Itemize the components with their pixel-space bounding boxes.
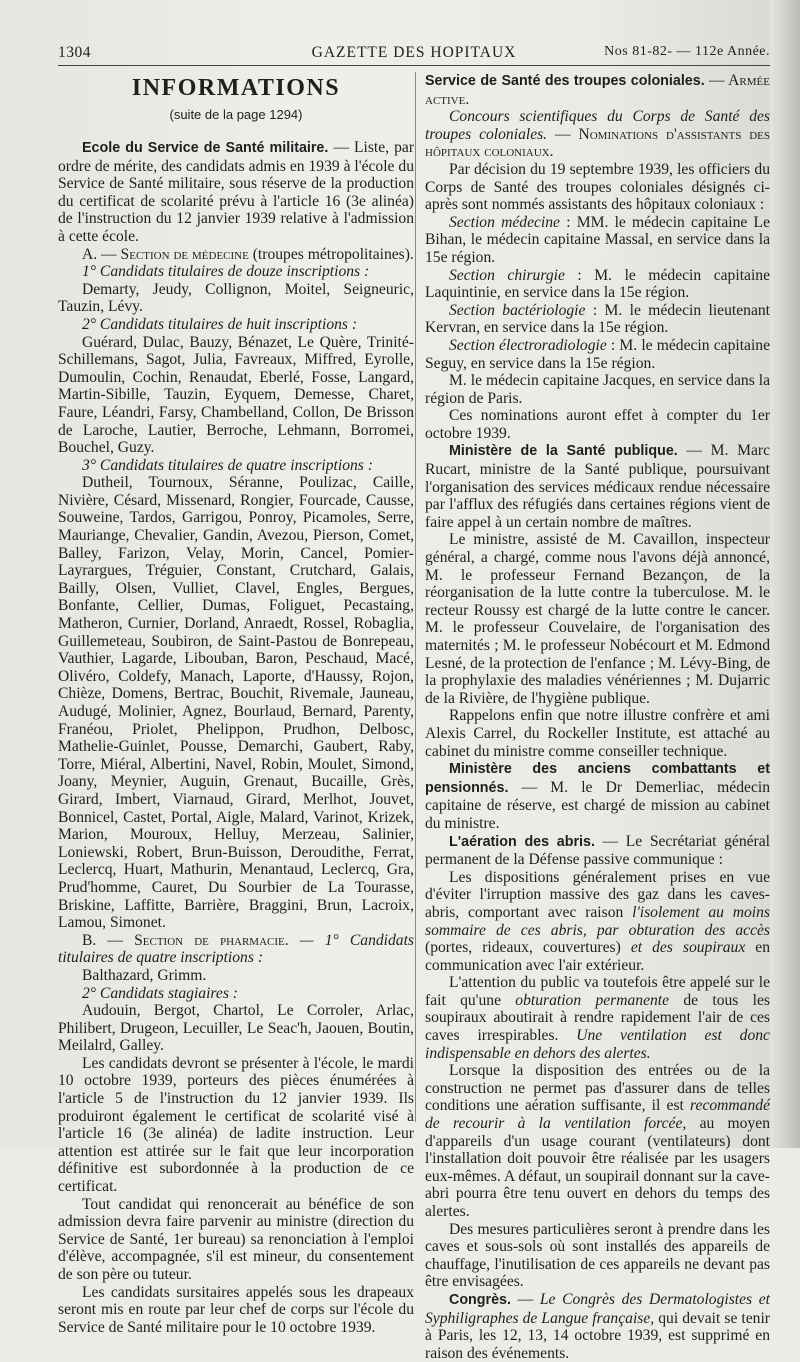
right-column xyxy=(425,72,770,1362)
names-a3: Dutheil, Tournoux, Séranne, Poulizac, Caille, Nivière, Césard, Missenard, Rongier, Fourcade, Causse, Souweine, Tardos, Garrigou, Ponroy, Picamoles, Serre, Mauriange, Chevalier, Gandin, Avezou, Pierson, Comet, Balley, Farizon, Velay, Morin, Cancel, Pomier-Layrargues, Tréguier, Constant, Crutchard, Galais, Bailly, Olsen, Vulliet, Clavel, Engles, Bergues, Bonfante, Cellier, Dumas, Foliguet, Pecastaing, Matheron, Curnier, Dorland, Anraedt, Rossel, Robaglia, Guillemeteau, Soubiron, de Saint-Pastou de Bonrepeau, Vauthier, Lagarde, Libouban, Baron, Peschaud, Macé, Olivéro, Coldefy, Manach, Laporte, d'Haussy, Rojon, Chièze, Domens, Bertrac, Bouchit, Rivemale, Jauneau, Audugé, Molinier, Agnez, Bourlaud, Bernard, Parenty, Franéou, Priolet, Phelippon, Prudhon, Delbosc, Mathelie-Guinlet, Pousse, Demarchi, Gaubert, Raby, Torre, Miéral, Albertini, Navel, Robin, Moulet, Simond, Joany, Meynier, Auguin, Grenaut, Bucaille, Grès, Girard, Imbert, Viarnaud, Girard, Merlhot, Jouvet, Bonnicel, Castet, Portal, Aigle, Malard, Varinot, Krizek, Marion, Mouroux, Helluy, Merzeau, Salinier, Loniewski, Robert, Brun-Buisson, Deroudithe, Ferrat, Leclercq, Huart, Mathurin, Menantaud, Leclercq, Gra, Prud'homme, Cauret, Du Sourbier de La Tourasse, Briskine, Laffitte, Barrière, Braggini, Brun, Lacroix, Lamou, Simonet. xyxy=(58,474,414,932)
column-divider xyxy=(415,72,416,1122)
subhead-a1: 1° Candidats titulaires de douze inscriptions : xyxy=(82,263,370,281)
item-congres: Congrès. — Le Congrès des Dermatologistes et Syphiligraphes de Langue française, qui devait se tenir à Paris, les 12, 13, 14 octobre 1939, est supprimé en raison des événements. xyxy=(425,1290,771,1362)
running-header xyxy=(58,44,770,66)
item-title: Ecole du Service de Santé militaire. xyxy=(82,140,329,156)
paragraph-effet: Ces nominations auront effet à compter du 1er octobre 1939. xyxy=(425,407,770,442)
paragraph-presenter: Les candidats devront se présenter à l'école, le mardi 10 octobre 1939, porteurs des pièces énumérées à l'article 5 de l'instruction du 12 janvier 1939. Ils produiront également le certificat de scolarité visé à l'article 16 (3e alinéa) de ladite instruction. Leur attention est attirée sur le fait que leur incorporation définitive est subordonnée à la production de ce certificat. xyxy=(58,1054,414,1196)
paragraph-carrel: Rappelons enfin que notre illustre confrère et ami Alexis Carrel, du Rockeller Institute, est attaché au cabinet du ministre comme conseiller technique. xyxy=(425,707,770,760)
left-column xyxy=(58,72,414,1336)
names-a2: Guérard, Dulac, Bauzy, Bénazet, Le Quère, Trinité-Schillemans, Sagot, Julia, Favreaux, Miffred, Eyrolle, Dumoulin, Cochin, Renaudat, Eberlé, Fosse, Langard, Martin-Sibille, Tauzin, Eyquem, Demesse, Charet, Faure, Léandri, Farsy, Chambelland, Collon, De Brisson de Laroche, Lautier, Berroche, Lehmann, Borromei, Bouchel, Guzy. xyxy=(58,333,414,457)
paragraph-ministre: Le ministre, assisté de M. Cavaillon, inspecteur général, a chargé, comme nous l'avons déjà annoncé, M. le professeur Fernand Bezançon, de la réorganisation de la lutte contre la tuberculose. M. le recteur Roussy est chargé de la lutte contre le cancer. M. le professeur Couvelaire, de l'organisation des maternités ; M. le professeur Nobécourt et M. Edmond Lesné, de la protection de l'enfance ; M. Lévy-Bing, de la prophylaxie des maladies vénériennes ; M. Dujarric de la Rivière, de l'hygiène publique. xyxy=(425,531,770,707)
paragraph-jacques: M. le médecin capitaine Jacques, en service dans la région de Paris. xyxy=(425,372,770,407)
item-sante-publique: Ministère de la Santé publique. — M. Marc Rucart, ministre de la Santé publique, poursuivant l'organisation des services médicaux rendue nécessaire par l'afflux des réfugiés dans certaines régions vient de faire appel à un certain nombre de maîtres. xyxy=(425,442,770,531)
subhead-a3: 3° Candidats titulaires de quatre inscriptions : xyxy=(82,456,373,474)
paragraph-attention: L'attention du public va toutefois être appelé sur le fait qu'une obturation permanente de tous les soupiraux aboutirait à rendre rapidement l'air de ces caves irrespirables. Une ventilation est donc indispensable en dehors des alertes. xyxy=(425,974,770,1062)
paragraph-ventilation: Lorsque la disposition des entrées ou de la construction ne permet pas d'assurer dans de telles conditions une aération suffisante, il est recommandé de recourir à la ventilation forcée, au moyen d'appareils d'un usage courant (ventilateurs) dont l'installation doit pouvoir être réalisée par les usagers eux-mêmes. A défaut, un soupirail donnant sur la cave-abri pourra être tenu ouvert en dehors du temps des alertes. xyxy=(425,1062,770,1220)
names-b1: Balthazard, Grimm. xyxy=(82,966,207,984)
page-number: 1304 xyxy=(58,44,91,61)
section-bacteriologie: Section bactériologie : M. le médecin lieutenant Kervran, en service dans la 15e région. xyxy=(425,301,770,337)
section-electroradiologie: Section électroradiologie : M. le médecin capitaine Seguy, en service dans la 15e région. xyxy=(425,336,771,372)
paragraph-dispositions: Les dispositions généralement prises en vue d'éviter l'irruption massive des gaz dans les caves-abris, comportant avec raison l'isolement au moins sommaire de ces abris, par obturation des accès (portes, rideaux, couvertures) et des soupiraux en communication avec l'air extérieur. xyxy=(425,868,770,974)
names-b2: Audouin, Bergot, Chartol, Le Corroler, Arlac, Philibert, Drugeon, Lecuiller, Le Seac'h, Jaouen, Boutin, Meilalrd, Galley. xyxy=(58,1002,414,1055)
paragraph-mesures: Des mesures particulières seront à prendre dans les caves et sous-sols où sont installés des appareils de chauffage, l'inutilisation de ces appareils ne devant pas être envisagées. xyxy=(425,1220,770,1291)
paragraph-sursitaires: Les candidats sursitaires appelés sous les drapeaux seront mis en route par leur chef de corps sur l'école du Service de Santé militaire pour le 10 octobre 1939. xyxy=(58,1283,414,1336)
section-a: A. — Section de médecine (troupes métropolitaines). xyxy=(82,245,414,263)
subhead-b2: 2° Candidats stagiaires : xyxy=(82,984,238,1002)
section-chirurgie: Section chirurgie : M. le médecin capitaine Laquintinie, en service dans la 15e région. xyxy=(425,266,770,302)
continuation-note: (suite de la page 1294) xyxy=(169,107,303,122)
paragraph-decision: Par décision du 19 septembre 1939, les officiers du Corps de Santé des troupes coloniales désignés ci-après sont nommés assistants des hôpitaux coloniaux : xyxy=(425,160,770,214)
section-heading: INFORMATIONS xyxy=(131,75,341,101)
header-rule xyxy=(58,65,770,66)
item-anciens-combattants: Ministère des anciens combattants et pensionnés. — M. le Dr Demerliac, médecin capitaine de réserve, est chargé de mission au cabinet du ministre. xyxy=(425,761,770,832)
item-coloniales-concours: Concours scientifiques du Corps de Santé des troupes coloniales. — Nominations d'assistants des hôpitaux coloniaux. xyxy=(425,108,770,161)
section-medecine: Section médecine : MM. le médecin capitaine Le Bihan, le médecin capitaine Massal, en service dans la 15e région. xyxy=(425,213,770,266)
item-aeration: L'aération des abris. — Le Secrétariat général permanent de la Défense passive communique : xyxy=(425,832,770,869)
item-coloniales: Service de Santé des troupes coloniales. — Armée active. xyxy=(425,72,770,108)
paragraph-renoncer: Tout candidat qui renoncerait au bénéfice de son admission devra faire parvenir au ministre (direction du Service de Santé, 1er bureau) sa renonciation à l'emploi d'élève, accompagnée, s'il est mineur, du consentement de son père ou tuteur. xyxy=(58,1195,414,1283)
paragraph-ecole: Ecole du Service de Santé militaire. — Liste, par ordre de mérite, des candidats admis en 1939 à l'école du Service de Santé militaire, sous réserve de la production du certificat de scolarité prévu à l'article 16 (3e alinéa) de l'instruction du 12 janvier 1939 relative à l'admission à cette école. xyxy=(58,139,415,245)
journal-title: GAZETTE DES HOPITAUX xyxy=(311,44,517,61)
section-b: B. — Section de pharmacie. — 1° Candidats titulaires de quatre inscriptions : xyxy=(58,931,414,967)
page-edge-shadow xyxy=(770,0,800,1148)
names-a1: Demarty, Jeudy, Collignon, Moitel, Seigneuric, Tauzin, Lévy. xyxy=(58,280,414,316)
issue-number: Nos 81-82- — 112e Année. xyxy=(604,44,770,59)
subhead-a2: 2° Candidats titulaires de huit inscriptions : xyxy=(82,315,358,333)
